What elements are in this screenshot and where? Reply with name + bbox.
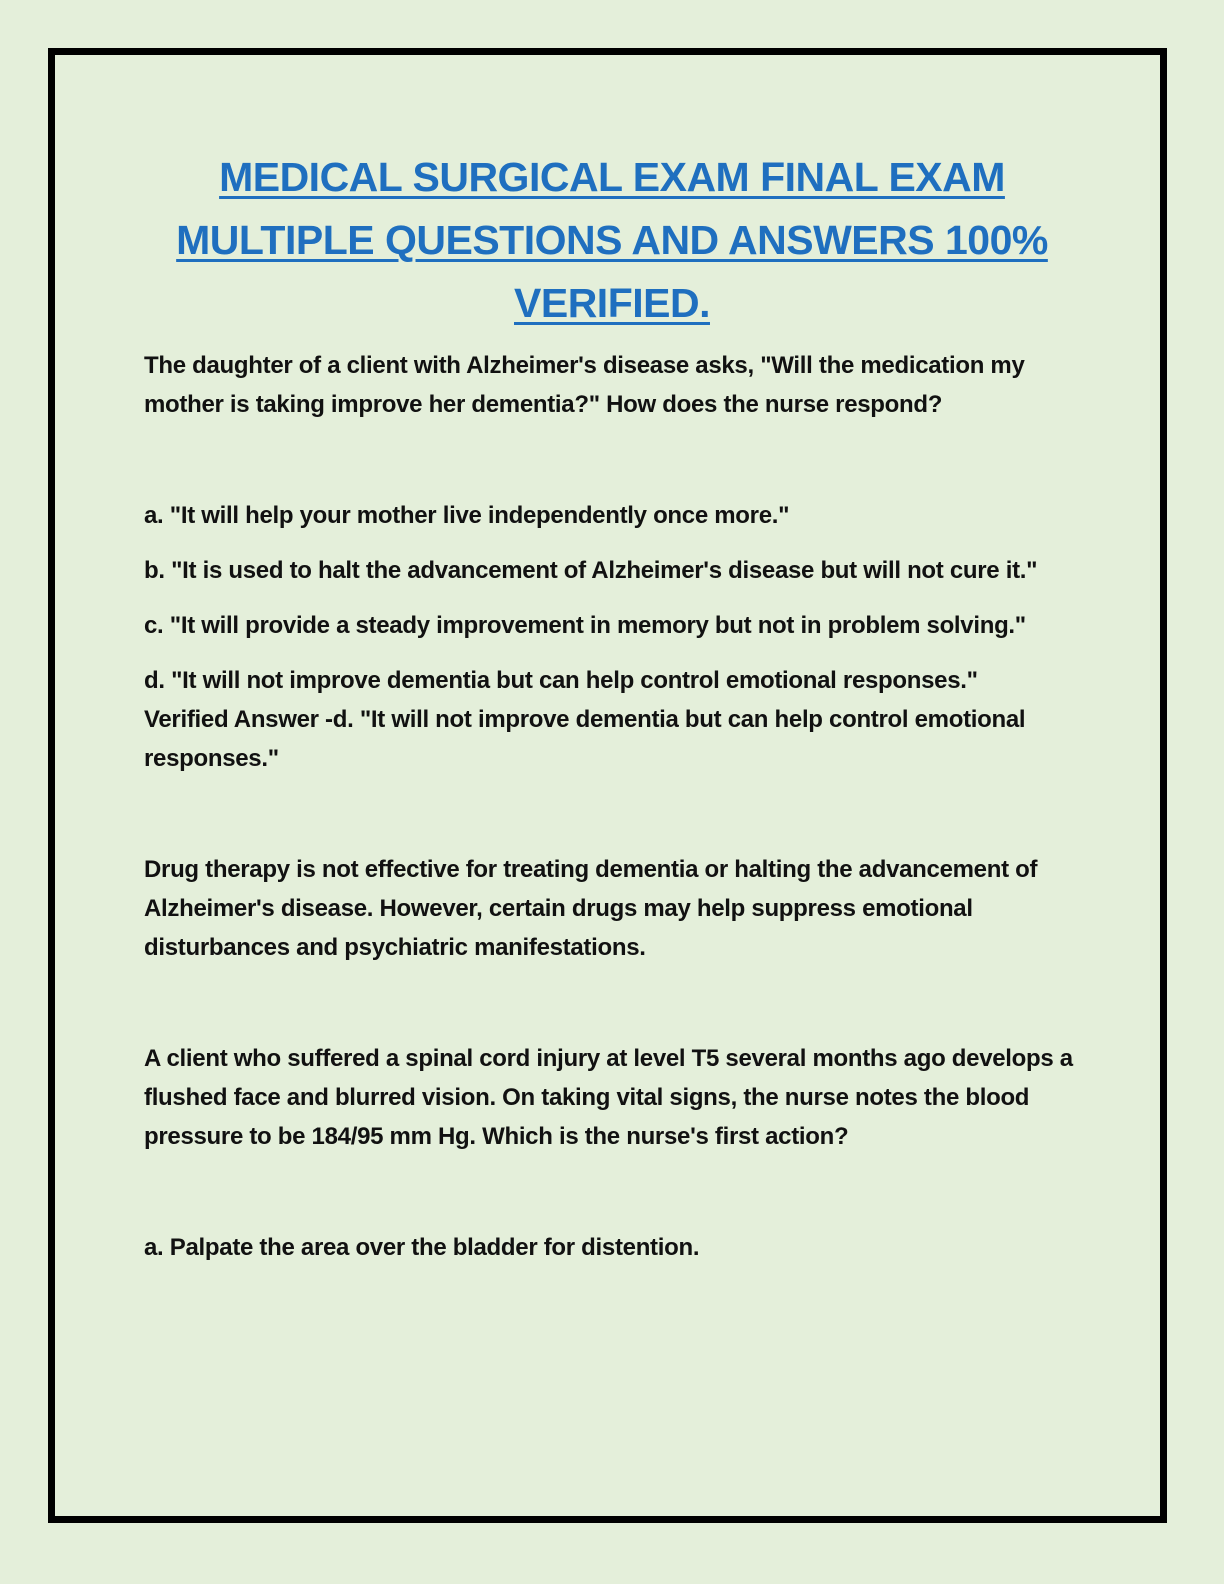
- question-1-option-d: d. "It will not improve dementia but can help control emotional responses.": [144, 667, 978, 694]
- question-2-stem: A client who suffered a spinal cord injury at level T5 several months ago develops a flushed face and blurred vision. On taking vital signs, the nurse notes the blood pressure to be 184/95 mm Hg. Which is the nurse's first action?: [144, 1045, 1073, 1150]
- question-2-option-a: a. Palpate the area over the bladder for distention.: [144, 1234, 700, 1261]
- document-body: [144, 346, 1074, 1267]
- question-1-option-c: c. "It will provide a steady improvement in memory but not in problem solving.": [144, 612, 1026, 639]
- question-1-option-b: b. "It is used to halt the advancement of Alzheimer's disease but will not cure it.": [144, 557, 1038, 584]
- question-1-stem: The daughter of a client with Alzheimer's disease asks, "Will the medication my mother is taking improve her dementia?" How does the nurse respond?: [144, 352, 1025, 418]
- question-1-verified-answer: Verified Answer -d. "It will not improve dementia but can help control emotional responses.": [144, 706, 1026, 772]
- document-title: MEDICAL SURGICAL EXAM FINAL EXAM MULTIPLE QUESTIONS AND ANSWERS 100% VERIFIED.: [176, 154, 1048, 326]
- question-1-option-a: a. "It will help your mother live independently once more.": [144, 502, 790, 529]
- question-1-explanation: Drug therapy is not effective for treating dementia or halting the advancement of Alzheimer's disease. However, certain drugs may help suppress emotional disturbances and psychiatric manifestations.: [144, 856, 1038, 961]
